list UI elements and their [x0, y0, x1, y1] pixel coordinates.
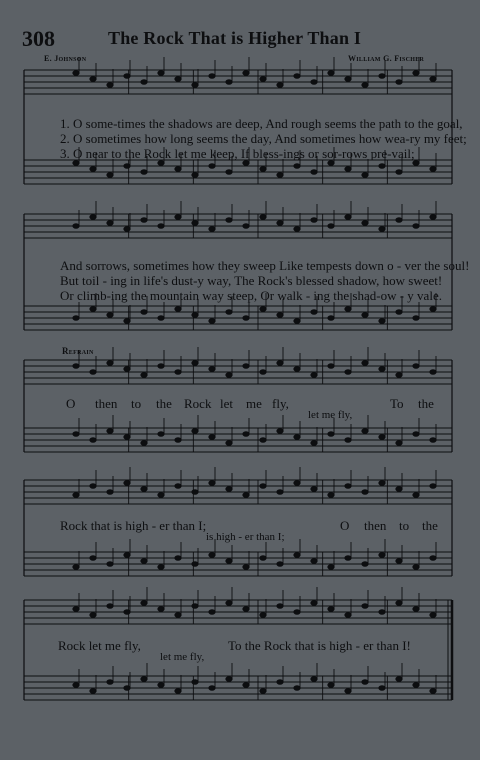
note-head [379, 686, 385, 691]
note-head [260, 167, 266, 172]
note-head [124, 164, 130, 169]
note-head [141, 373, 147, 378]
note-head [124, 367, 130, 372]
hymn-title: The Rock That is Higher Than I [108, 28, 362, 48]
note-head [107, 562, 113, 567]
note-head [413, 364, 419, 369]
note-head [328, 432, 334, 437]
note-head [73, 432, 79, 437]
note-head [124, 686, 130, 691]
hymn-number: 308 [22, 26, 55, 51]
note-head [192, 429, 198, 434]
note-head [73, 224, 79, 229]
note-head [90, 689, 96, 694]
note-head [277, 83, 283, 88]
note-head [141, 310, 147, 315]
note-head [175, 689, 181, 694]
note-head [209, 227, 215, 232]
note-head [413, 607, 419, 612]
note-head [192, 313, 198, 318]
note-head [243, 493, 249, 498]
note-head [141, 559, 147, 564]
note-head [226, 373, 232, 378]
note-head [328, 161, 334, 166]
note-head [311, 441, 317, 446]
note-head [192, 83, 198, 88]
note-head [192, 361, 198, 366]
note-head [158, 364, 164, 369]
note-head [379, 481, 385, 486]
note-head [396, 441, 402, 446]
note-head [158, 432, 164, 437]
note-head [362, 429, 368, 434]
lyric-word: the [422, 518, 438, 533]
note-head [311, 170, 317, 175]
note-head [328, 493, 334, 498]
note-head [311, 601, 317, 606]
note-head [124, 481, 130, 486]
verse-1-line-2: And sorrows, sometimes how they sweep Like tempests down o - ver the soul! [60, 258, 470, 273]
note-head [311, 373, 317, 378]
note-head [345, 484, 351, 489]
lyric-echo: let me fly, [160, 651, 205, 663]
note-head [277, 429, 283, 434]
note-head [260, 438, 266, 443]
note-head [141, 601, 147, 606]
note-head [413, 565, 419, 570]
note-head [192, 221, 198, 226]
note-head [396, 559, 402, 564]
note-head [379, 227, 385, 232]
note-head [345, 167, 351, 172]
note-head [158, 161, 164, 166]
note-head [260, 484, 266, 489]
note-head [430, 307, 436, 312]
note-head [277, 490, 283, 495]
note-head [107, 313, 113, 318]
note-head [158, 224, 164, 229]
note-head [90, 484, 96, 489]
note-head [328, 683, 334, 688]
note-head [413, 493, 419, 498]
note-head [209, 435, 215, 440]
note-head [141, 441, 147, 446]
note-head [396, 170, 402, 175]
note-head [345, 77, 351, 82]
note-head [294, 610, 300, 615]
verse-2-line-2: But toil - ing in life's dust-y way, The Rock's blessed shadow, how sweet! [60, 273, 443, 288]
note-head [328, 224, 334, 229]
note-head [124, 227, 130, 232]
note-head [73, 565, 79, 570]
composer-credit: William G. Fischer [348, 54, 425, 63]
note-head [260, 370, 266, 375]
note-head [107, 221, 113, 226]
lyric-word: me [246, 396, 262, 411]
note-head [158, 71, 164, 76]
note-head [396, 80, 402, 85]
note-head [243, 683, 249, 688]
note-head [396, 601, 402, 606]
note-head [413, 224, 419, 229]
note-head [209, 164, 215, 169]
note-head [141, 487, 147, 492]
note-head [226, 170, 232, 175]
note-head [175, 556, 181, 561]
verse-3-line-2: Or climb-ing the mountain way steep, Or walk - ing the shad-ow - y vale. [60, 288, 442, 303]
lyricist-credit: E. Johnson [44, 54, 87, 63]
note-head [90, 215, 96, 220]
note-head [175, 484, 181, 489]
lyric-echo: is high - er than I; [206, 531, 285, 543]
note-head [277, 604, 283, 609]
note-head [192, 604, 198, 609]
note-head [328, 71, 334, 76]
note-head [345, 370, 351, 375]
note-head [158, 607, 164, 612]
note-head [243, 607, 249, 612]
note-head [243, 432, 249, 437]
note-head [124, 553, 130, 558]
note-head [277, 361, 283, 366]
note-head [311, 310, 317, 315]
note-head [226, 677, 232, 682]
note-head [209, 74, 215, 79]
note-head [260, 689, 266, 694]
note-head [294, 553, 300, 558]
note-head [226, 310, 232, 315]
lyric-word: let [220, 396, 233, 411]
note-head [243, 161, 249, 166]
note-head [90, 370, 96, 375]
note-head [277, 221, 283, 226]
note-head [328, 565, 334, 570]
note-head [294, 319, 300, 324]
note-head [90, 77, 96, 82]
note-head [294, 481, 300, 486]
note-head [362, 361, 368, 366]
note-head [413, 71, 419, 76]
note-head [345, 438, 351, 443]
note-head [158, 683, 164, 688]
note-head [430, 167, 436, 172]
note-head [277, 173, 283, 178]
note-head [107, 680, 113, 685]
note-head [311, 559, 317, 564]
note-head [141, 218, 147, 223]
note-head [158, 493, 164, 498]
note-head [107, 361, 113, 366]
note-head [73, 683, 79, 688]
note-head [90, 613, 96, 618]
note-head [430, 438, 436, 443]
note-head [175, 613, 181, 618]
note-head [294, 227, 300, 232]
note-head [243, 316, 249, 321]
note-head [107, 604, 113, 609]
note-head [413, 161, 419, 166]
lyric-phrase: Rock that is high - er than I; [60, 518, 207, 533]
note-head [362, 83, 368, 88]
lyric-echo: let me fly, [308, 409, 353, 421]
note-head [396, 373, 402, 378]
lyric-phrase: To the Rock that is high - er than I! [228, 638, 411, 653]
note-head [345, 613, 351, 618]
note-head [362, 313, 368, 318]
verse-1-line-1: 1. O some-times the shadows are deep, And rough seems the path to the goal, [60, 116, 463, 131]
note-head [396, 218, 402, 223]
note-head [311, 80, 317, 85]
note-head [345, 215, 351, 220]
note-head [107, 490, 113, 495]
note-head [243, 224, 249, 229]
note-head [73, 161, 79, 166]
note-head [294, 686, 300, 691]
note-head [260, 613, 266, 618]
note-head [328, 364, 334, 369]
note-head [362, 490, 368, 495]
note-head [192, 173, 198, 178]
lyric-word: O [66, 396, 76, 411]
note-head [311, 218, 317, 223]
lyric-word: the [156, 396, 172, 411]
note-head [90, 307, 96, 312]
note-head [141, 170, 147, 175]
note-head [345, 556, 351, 561]
note-head [311, 677, 317, 682]
note-head [226, 218, 232, 223]
note-head [175, 77, 181, 82]
lyric-word: to [399, 518, 410, 533]
note-head [226, 441, 232, 446]
note-head [345, 689, 351, 694]
note-head [158, 316, 164, 321]
lyric-word: the [418, 396, 434, 411]
note-head [226, 80, 232, 85]
note-head [328, 607, 334, 612]
note-head [107, 83, 113, 88]
note-head [141, 80, 147, 85]
note-head [430, 613, 436, 618]
note-head [430, 556, 436, 561]
note-head [73, 364, 79, 369]
note-head [175, 438, 181, 443]
note-head [192, 490, 198, 495]
note-head [260, 215, 266, 220]
note-head [175, 307, 181, 312]
note-head [124, 435, 130, 440]
note-head [294, 367, 300, 372]
note-head [73, 493, 79, 498]
note-head [396, 677, 402, 682]
note-head [379, 74, 385, 79]
note-head [396, 310, 402, 315]
note-head [396, 487, 402, 492]
note-head [413, 432, 419, 437]
note-head [413, 683, 419, 688]
lyric-word: fly, [272, 396, 289, 411]
note-head [141, 677, 147, 682]
note-head [209, 319, 215, 324]
note-head [362, 562, 368, 567]
note-head [107, 429, 113, 434]
note-head [311, 487, 317, 492]
note-head [226, 487, 232, 492]
note-head [175, 167, 181, 172]
note-head [379, 164, 385, 169]
note-head [175, 370, 181, 375]
note-head [379, 367, 385, 372]
note-head [260, 556, 266, 561]
lyric-word: then [95, 396, 118, 411]
note-head [430, 77, 436, 82]
note-head [73, 316, 79, 321]
note-head [362, 604, 368, 609]
note-head [277, 562, 283, 567]
verse-3-line-1: 3. O near to the Rock let me keep, If bless-ings or sor-rows pre-vail; [60, 146, 415, 161]
note-head [90, 167, 96, 172]
note-head [345, 307, 351, 312]
note-head [379, 553, 385, 558]
lyric-word: to [131, 396, 142, 411]
note-head [379, 610, 385, 615]
note-head [260, 307, 266, 312]
note-head [277, 313, 283, 318]
note-head [107, 173, 113, 178]
lyric-phrase: Rock let me fly, [58, 638, 141, 653]
note-head [362, 173, 368, 178]
note-head [413, 316, 419, 321]
note-head [124, 610, 130, 615]
note-head [260, 77, 266, 82]
note-head [243, 565, 249, 570]
refrain-label: Refrain [62, 346, 94, 356]
note-head [209, 610, 215, 615]
note-head [430, 484, 436, 489]
note-head [124, 74, 130, 79]
note-head [90, 438, 96, 443]
note-head [294, 164, 300, 169]
note-head [226, 559, 232, 564]
lyric-word: then [364, 518, 387, 533]
note-head [243, 364, 249, 369]
note-head [430, 215, 436, 220]
note-head [209, 367, 215, 372]
note-head [175, 215, 181, 220]
note-head [209, 553, 215, 558]
note-head [243, 71, 249, 76]
note-head [379, 319, 385, 324]
note-head [192, 562, 198, 567]
note-head [294, 74, 300, 79]
lyric-word: Rock [184, 396, 212, 411]
note-head [158, 565, 164, 570]
note-head [362, 680, 368, 685]
note-head [430, 689, 436, 694]
note-head [73, 71, 79, 76]
lyric-word: O [340, 518, 350, 533]
note-head [226, 601, 232, 606]
note-head [430, 370, 436, 375]
note-head [209, 686, 215, 691]
lyric-word: To [390, 396, 404, 411]
note-head [328, 316, 334, 321]
note-head [294, 435, 300, 440]
note-head [90, 556, 96, 561]
note-head [277, 680, 283, 685]
verse-2-line-1: 2. O sometimes how long seems the day, And sometimes how wea-ry my feet; [60, 131, 467, 146]
note-head [209, 481, 215, 486]
note-head [73, 607, 79, 612]
note-head [362, 221, 368, 226]
note-head [192, 680, 198, 685]
note-head [379, 435, 385, 440]
note-head [124, 319, 130, 324]
